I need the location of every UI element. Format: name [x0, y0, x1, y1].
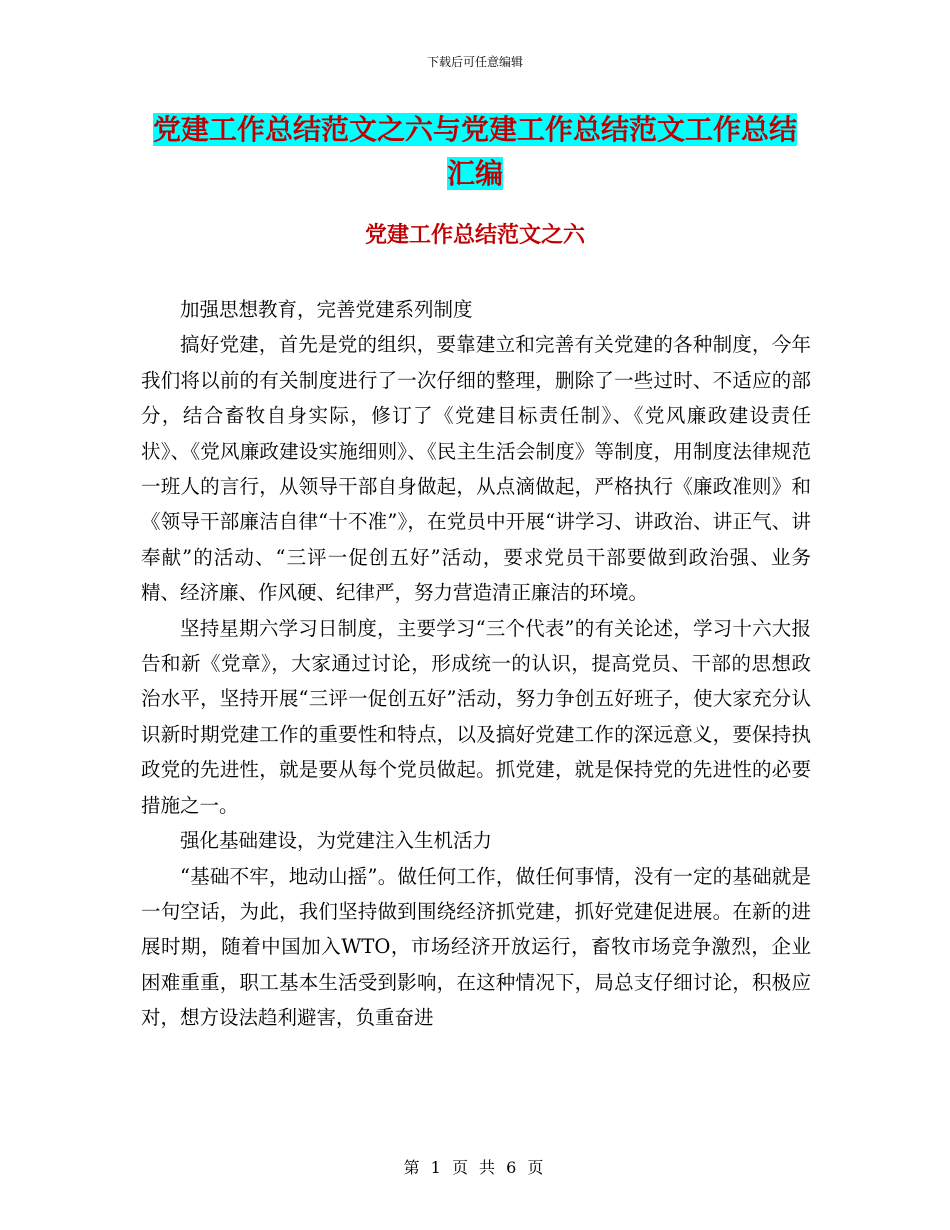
document-title-text-2: 汇编 [446, 157, 503, 190]
paragraph: “基础不牢，地动山摇”。做任何工作，做任何事情，没有一定的基础就是一句空话，为此，我们坚持做到围绕经济抓党建，抓好党建促进展。在新的进展时期，随着中国加入WTO，市场经济开放运行，畜牧市场竞争激烈，企业困难重重，职工基本生活受到影响，在这种情况下，局总支仔细讨论，积极应对，想方设法趋利避害，负重奋进 [141, 864, 811, 1030]
document-title-line-2 [0, 152, 950, 196]
paragraph: 搞好党建，首先是党的组织，要靠建立和完善有关党建的各种制度，今年我们将以前的有关制度进行了一次仔细的整理，删除了一些过时、不适应的部分，结合畜牧自身实际，修订了《党建目标责任制》、《党风廉政建设责任状》、《党风廉政建设实施细则》、《民主生活会制度》等制度，用制度法律规范一班人的言行，从领导干部自身做起，从点滴做起，严格执行《廉政准则》和《领导干部廉洁自律“十不准”》，在党员中开展“讲学习、讲政治、讲正气、讲奉献”的活动、“三评一促创五好”活动，要求党员干部要做到政治强、业务精、经济廉、作风硬、纪律严，努力营造清正廉洁的环境。 [141, 333, 811, 605]
paragraph-heading-2: 强化基础建设，为党建注入生机活力 [180, 829, 493, 853]
page-header-note: 下载后可任意编辑 [426, 55, 523, 69]
page-footer-number: 第 1 页 共 6 页 [403, 1158, 547, 1177]
document-title-line-1 [0, 108, 950, 152]
document-title-text-1: 党建工作总结范文之六与党建工作总结范文工作总结 [152, 113, 797, 146]
paragraph-heading-1: 加强思想教育，完善党建系列制度 [180, 298, 473, 321]
paragraph: 坚持星期六学习日制度，主要学习“三个代表”的有关论述，学习十六大报告和新《党章》，大家通过讨论，形成统一的认识，提高党员、干部的思想政治水平，坚持开展“三评一促创五好”活动，努力争创五好班子，使大家充分认识新时期党建工作的重要性和特点，以及搞好党建工作的深远意义，要保持执政党的先进性，就是要从每个党员做起。抓党建，就是保持党的先进性的必要措施之一。 [141, 616, 811, 817]
section-title: 党建工作总结范文之六 [364, 222, 585, 248]
document-body [141, 292, 811, 1036]
